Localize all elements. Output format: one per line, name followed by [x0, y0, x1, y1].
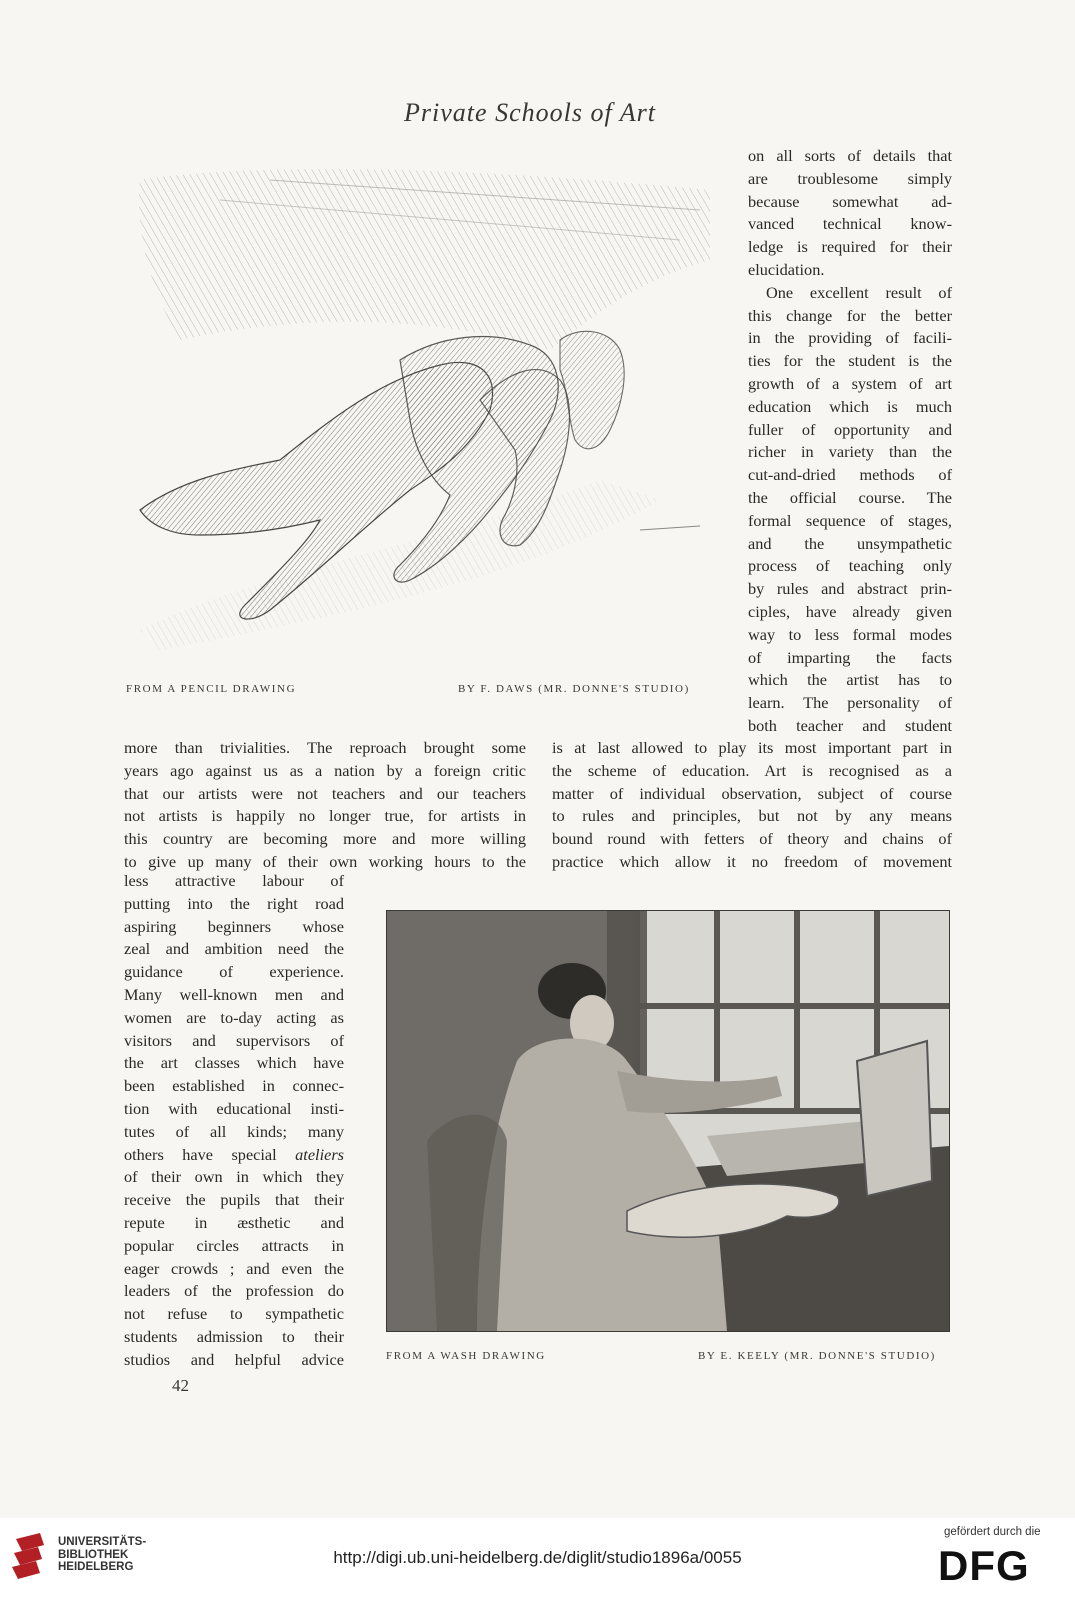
text-line: studios and helpful advice [124, 1349, 344, 1369]
library-name-line: UNIVERSITÄTS- [58, 1536, 147, 1548]
text-line: to rules and principles, but not by any means [552, 806, 952, 826]
text-line: growth of a system of art [748, 373, 952, 393]
text-line: education which is much [748, 396, 952, 416]
text-line: way to less formal modes [748, 624, 952, 644]
text-line: formal sequence of stages, [748, 510, 952, 530]
text-line: repute in æsthetic and [124, 1212, 344, 1232]
text-line: others have special ateliers [124, 1144, 344, 1164]
text-line: by rules and abstract prin- [748, 579, 952, 599]
right-column-middle-text [552, 737, 952, 874]
right-column-top-text [748, 145, 952, 738]
text-line: in the providing of facili- [748, 328, 952, 348]
text-line: not refuse to sympathetic [124, 1304, 344, 1324]
text-line: the official course. The [748, 487, 952, 507]
text-line: the art classes which have [124, 1053, 344, 1073]
text-line: popular circles attracts in [124, 1235, 344, 1255]
text-line: both teacher and student [748, 715, 952, 735]
text-line: putting into the right road [124, 893, 344, 913]
text-line: tion with educational insti- [124, 1098, 344, 1118]
text-line: matter of individual observation, subject of course [552, 783, 952, 803]
funder-tagline: gefördert durch die [944, 1526, 1041, 1538]
italic-word: ateliers [295, 1144, 344, 1164]
figure2-caption-right: BY E. KEELY (MR. DONNE'S STUDIO) [698, 1350, 936, 1362]
text-line: cut-and-dried methods of [748, 465, 952, 485]
text-line: practice which allow it no freedom of movement [552, 851, 952, 871]
text-line: vanced technical know- [748, 214, 952, 234]
wolves-illustration [120, 150, 720, 670]
figure1-caption-left: FROM A PENCIL DRAWING [126, 683, 297, 695]
text-line: been established in connec- [124, 1076, 344, 1096]
text-line: that our artists were not teachers and our teachers [124, 783, 526, 803]
text-line: on all sorts of details that [748, 146, 952, 165]
text-line: ties for the student is the [748, 351, 952, 371]
text-line: is at last allowed to play its most important part in [552, 738, 952, 757]
text-line: One excellent result of [766, 282, 952, 302]
text-line: guidance of experience. [124, 962, 344, 982]
text-line: because somewhat ad- [748, 191, 952, 211]
text-line: bound round with fetters of theory and chains of [552, 829, 952, 849]
text-line: more than trivialities. The reproach brought some [124, 738, 526, 757]
text-line: ledge is required for their [748, 237, 952, 257]
text-line: elucidation. [748, 259, 825, 279]
text-line: receive the pupils that their [124, 1190, 344, 1210]
text-line: tutes of all kinds; many [124, 1121, 344, 1141]
text-line: of their own in which they [124, 1167, 344, 1187]
footer-bar [0, 1518, 1075, 1597]
text-line: the scheme of education. Art is recognised as a [552, 760, 952, 780]
text-line: students admission to their [124, 1326, 344, 1346]
dfg-logo: DFG [938, 1542, 1030, 1589]
text-line: visitors and supervisors of [124, 1030, 344, 1050]
text-line: Many well-known men and [124, 984, 344, 1004]
text-line: this change for the better [748, 305, 952, 325]
text-line: this country are becoming more and more willing [124, 829, 526, 849]
text-line: learn. The personality of [748, 693, 952, 713]
text-line: aspiring beginners whose [124, 916, 344, 936]
left-column-middle-text [124, 737, 526, 874]
text-line: of imparting the facts [748, 647, 952, 667]
text-line: not artists is happily no longer true, for artists in [124, 806, 526, 826]
text-line: leaders of the profession do [124, 1281, 344, 1301]
running-title: Private Schools of Art [404, 98, 656, 127]
figure2-caption-left: FROM A WASH DRAWING [386, 1350, 546, 1362]
text-line: zeal and ambition need the [124, 939, 344, 959]
library-name-line: BIBLIOTHEK [58, 1548, 129, 1561]
permalink-url[interactable]: http://digi.ub.uni-heidelberg.de/diglit/studio1896a/0055 [333, 1548, 742, 1567]
text-line: which the artist has to [748, 670, 952, 690]
figure1-caption-right: BY F. DAWS (MR. DONNE'S STUDIO) [458, 683, 690, 695]
text-line: process of teaching only [748, 556, 952, 576]
library-name-line: HEIDELBERG [58, 1561, 134, 1573]
page-number: 42 [172, 1376, 189, 1395]
text-line: and the unsympathetic [748, 533, 952, 553]
text-line: fuller of opportunity and [748, 419, 952, 439]
painter-illustration [387, 911, 949, 1331]
text-line: years ago against us as a nation by a foreign critic [124, 760, 526, 780]
text-line: to give up many of their own working hours to the [124, 851, 526, 871]
text-line: are troublesome simply [748, 168, 952, 188]
text-line: less attractive labour of [124, 871, 344, 890]
text-line: eager crowds ; and even the [124, 1258, 344, 1278]
text-line: ciples, have already given [748, 601, 952, 621]
left-column-bottom-text [124, 870, 344, 1372]
wash-drawing-painter [386, 910, 950, 1332]
pencil-drawing-wolves [120, 150, 720, 670]
text-line: women are to-day acting as [124, 1007, 344, 1027]
text-line: richer in variety than the [748, 442, 952, 462]
